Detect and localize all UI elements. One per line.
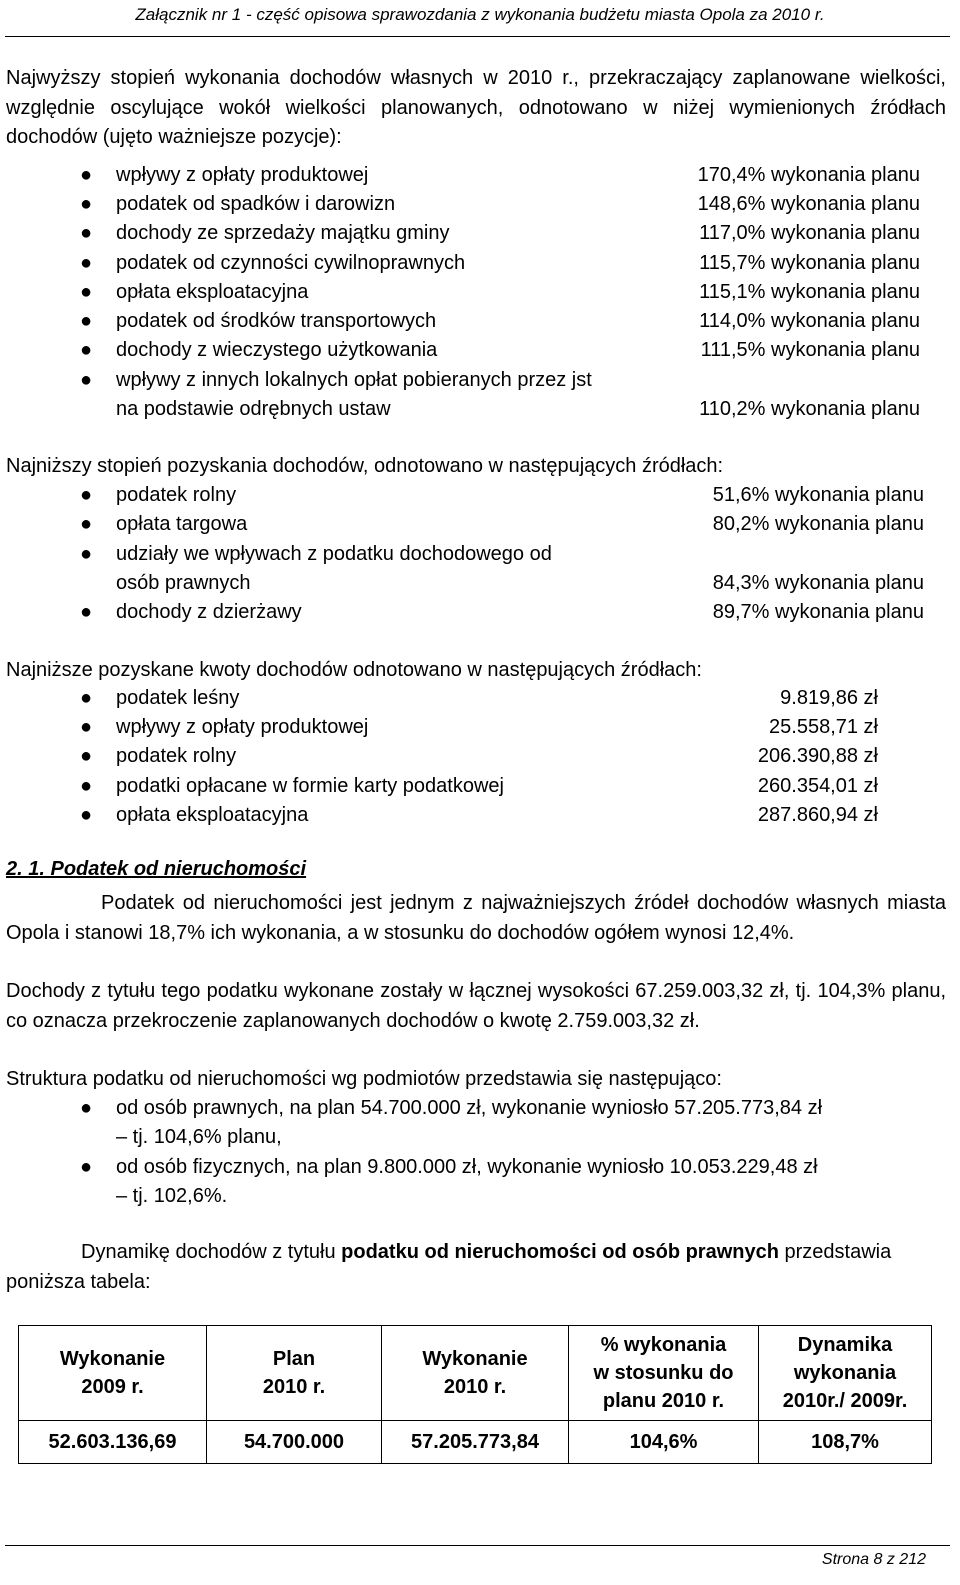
item-value: 206.390,88 zł — [757, 745, 878, 768]
list-item — [80, 510, 924, 539]
header-cell: Plan 2010 r. — [207, 1326, 382, 1421]
bullet-icon: ● — [80, 339, 93, 362]
item-label: wpływy z innych lokalnych opłat pobieranych przez jst — [116, 369, 592, 391]
bullet-icon: ● — [80, 513, 93, 536]
bullet-icon: ● — [80, 1156, 93, 1178]
item-label: opłata targowa — [116, 513, 248, 536]
bullet-icon: ● — [80, 543, 93, 565]
header-rule — [5, 36, 950, 37]
bullet-icon: ● — [80, 803, 93, 826]
item-label: podatki opłacane w formie karty podatkowej — [116, 774, 504, 797]
list-item — [80, 1153, 946, 1211]
list-item — [80, 684, 878, 713]
item-value: 117,0% wykonania planu — [699, 222, 920, 245]
item-value: 25.558,71 zł — [769, 716, 878, 739]
item-value: 115,1% wykonania planu — [699, 280, 920, 303]
bullet-icon: ● — [80, 164, 93, 186]
bullet-icon: ● — [80, 601, 93, 623]
list-item — [80, 801, 878, 830]
item-label: dochody z dzierżawy — [116, 601, 302, 623]
bullet-icon: ● — [80, 193, 93, 216]
item-value: 51,6% wykonania planu — [712, 484, 924, 506]
item-label: udziały we wpływach z podatku dochodowego od — [116, 543, 552, 565]
list-item — [80, 249, 920, 278]
para4-bold: podatku od nieruchomości od osób prawnych — [341, 1241, 779, 1263]
table-cell: 108,7% — [759, 1421, 932, 1464]
item-label: podatek rolny — [116, 745, 237, 768]
item-label-cont: osób prawnych — [116, 572, 251, 594]
item-value: 114,0% wykonania planu — [699, 310, 920, 332]
item-value: 111,5% wykonania planu — [700, 339, 920, 362]
header-cell: Dynamika wykonania 2010r./ 2009r. — [759, 1326, 932, 1421]
table-row — [19, 1421, 932, 1464]
page-header: Załącznik nr 1 - część opisowa sprawozdania z wykonania budżetu miasta Opola za 2010 r. — [135, 5, 825, 24]
footer-rule — [5, 1545, 950, 1546]
property-tax-paragraph-3: Struktura podatku od nieruchomości wg podmiotów przedstawia się następująco: — [6, 1068, 722, 1090]
para4-end: przedstawia poniższa tabela: — [6, 1241, 892, 1293]
bullet-icon: ● — [80, 310, 93, 332]
item-value: 84,3% wykonania planu — [712, 572, 924, 594]
list-item — [80, 219, 920, 248]
item-value: 80,2% wykonania planu — [712, 513, 924, 536]
table-header-row — [19, 1326, 932, 1421]
table-cell: 52.603.136,69 — [19, 1421, 207, 1464]
page-number: Strona 8 z 212 — [821, 1551, 926, 1568]
item-value: 9.819,86 zł — [780, 687, 878, 709]
item-label: opłata eksploatacyjna — [116, 803, 309, 826]
table-cell: 57.205.773,84 — [382, 1421, 569, 1464]
list-item — [80, 713, 878, 742]
table-cell: 104,6% — [569, 1421, 759, 1464]
item-label: dochody ze sprzedaży majątku gminy — [116, 222, 450, 245]
item-text: od osób prawnych, na plan 54.700.000 zł, wykonanie wyniosło 57.205.773,84 zł — [116, 1097, 823, 1119]
item-value: 115,7% wykonania planu — [699, 251, 920, 274]
item-value: 260.354,01 zł — [757, 774, 878, 797]
list-item — [80, 336, 920, 365]
bullet-icon: ● — [80, 687, 93, 709]
bullet-icon: ● — [80, 745, 93, 768]
bullet-icon: ● — [80, 369, 93, 391]
list-item — [80, 190, 920, 219]
item-text: od osób fizycznych, na plan 9.800.000 zł, wykonanie wyniosło 10.053.229,48 zł — [116, 1156, 818, 1178]
list-item — [80, 540, 924, 598]
list-item — [80, 307, 920, 336]
item-value: 89,7% wykonania planu — [712, 601, 924, 623]
dynamics-table — [18, 1325, 932, 1464]
list-item — [80, 742, 878, 771]
item-label: dochody z wieczystego użytkowania — [116, 339, 438, 362]
bullet-icon: ● — [80, 222, 93, 245]
item-text-cont: – tj. 104,6% planu, — [116, 1126, 282, 1148]
list-item — [80, 772, 878, 801]
bullet-icon: ● — [80, 280, 93, 303]
list-item — [80, 598, 924, 627]
item-text-cont: – tj. 102,6%. — [116, 1185, 228, 1207]
list-item — [80, 481, 924, 510]
item-label: wpływy z opłaty produktowej — [116, 716, 369, 739]
property-tax-paragraph-2: Dochody z tytułu tego podatku wykonane zostały w łącznej wysokości 67.259.003,32 zł, tj. 104,3% planu, co oznacza przekroczenie zaplanowanych dochodów o kwotę 2.759.003,32 zł. — [6, 980, 946, 1032]
list-item — [80, 366, 920, 424]
item-value: 110,2% wykonania planu — [699, 398, 920, 420]
bullet-icon: ● — [80, 484, 93, 506]
intro-low-paragraph: Najniższy stopień pozyskania dochodów, odnotowano w następujących źródłach: — [6, 455, 724, 477]
item-value: 170,4% wykonania planu — [697, 164, 920, 186]
header-cell: Wykonanie 2009 r. — [19, 1326, 207, 1421]
bullet-icon: ● — [80, 774, 93, 797]
list-item — [80, 1094, 946, 1152]
list-item — [80, 278, 920, 307]
item-label-cont: na podstawie odrębnych ustaw — [116, 398, 391, 420]
bullet-icon: ● — [80, 716, 93, 739]
item-label: opłata eksploatacyjna — [116, 280, 309, 303]
item-value: 287.860,94 zł — [757, 803, 878, 826]
item-label: podatek od spadków i darowizn — [116, 193, 396, 216]
intro-amounts-paragraph: Najniższe pozyskane kwoty dochodów odnotowano w następujących źródłach: — [6, 659, 702, 681]
section-heading: 2. 1. Podatek od nieruchomości — [6, 858, 307, 880]
item-value: 148,6% wykonania planu — [697, 193, 920, 216]
table-cell: 54.700.000 — [207, 1421, 382, 1464]
property-tax-paragraph-4 — [6, 1238, 946, 1297]
header-cell: Wykonanie 2010 r. — [382, 1326, 569, 1421]
header-cell: % wykonania w stosunku do planu 2010 r. — [569, 1326, 759, 1421]
para4-start: Dynamikę dochodów z tytułu — [81, 1241, 336, 1263]
item-label: wpływy z opłaty produktowej — [116, 164, 369, 186]
item-label: podatek od środków transportowych — [116, 310, 437, 332]
bullet-icon: ● — [80, 251, 93, 274]
property-tax-paragraph-1: Podatek od nieruchomości jest jednym z najważniejszych źródeł dochodów własnych miasta Opola i stanowi 18,7% ich wykonania, a w stosunku do dochodów ogółem wynosi 12,4%. — [6, 892, 946, 944]
bullet-icon: ● — [80, 1097, 93, 1119]
intro-high-paragraph: Najwyższy stopień wykonania dochodów własnych w 2010 r., przekraczający zaplanowane wielkości, względnie oscylujące wokół wielkości planowanych, odnotowano w niżej wymienionych źródłach dochodów (ujęto ważniejsze pozycje): — [6, 67, 946, 148]
item-label: podatek leśny — [116, 687, 240, 709]
item-label: podatek od czynności cywilnoprawnych — [116, 251, 466, 274]
item-label: podatek rolny — [116, 484, 237, 506]
list-item — [80, 161, 920, 190]
